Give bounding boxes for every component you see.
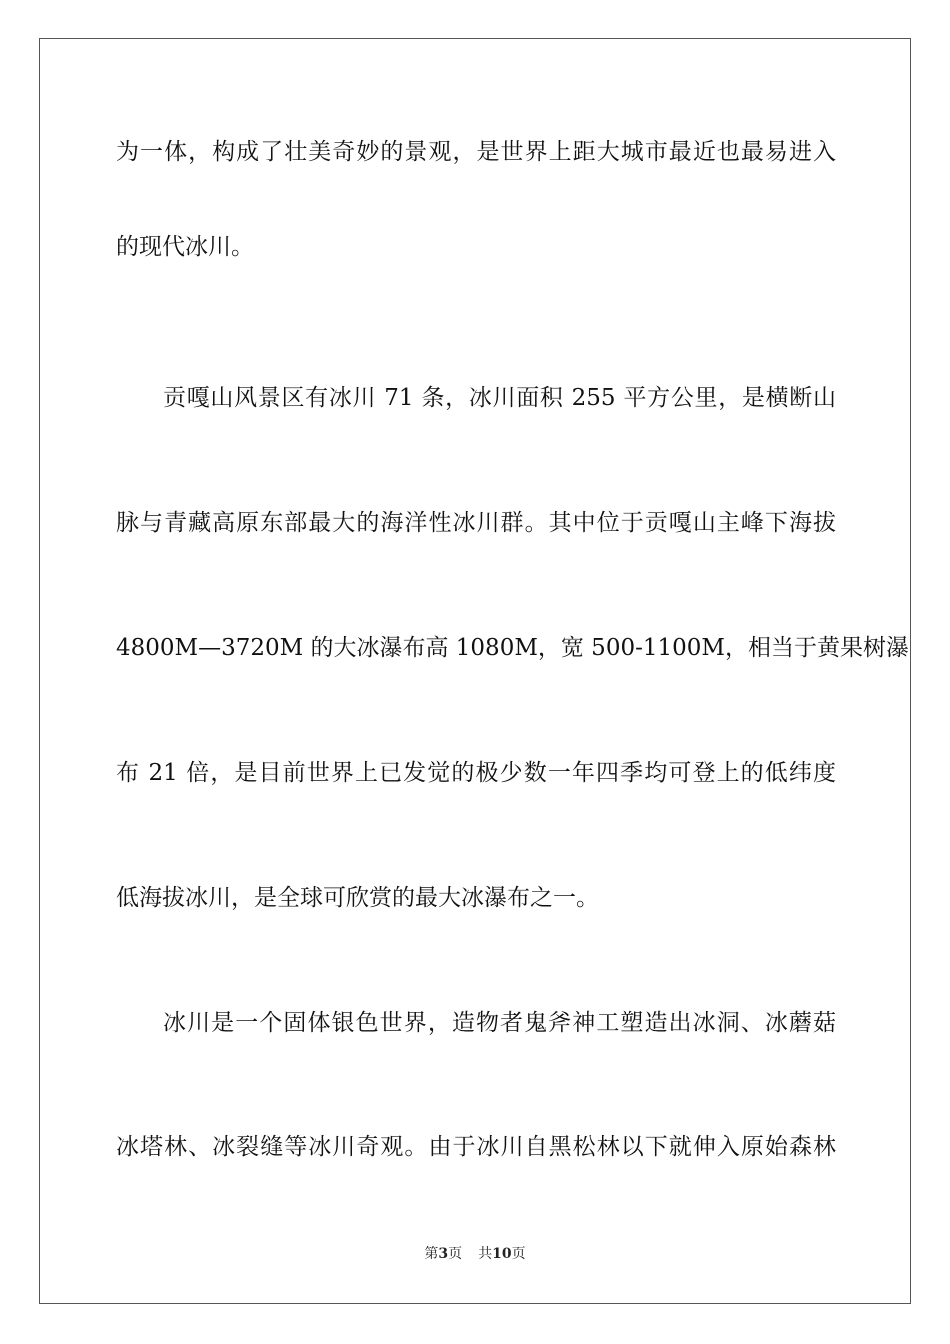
- total-prefix: 共: [478, 1246, 493, 1262]
- total-pages: 10: [492, 1246, 512, 1262]
- page-suffix: 页: [448, 1246, 463, 1262]
- page-prefix: 第: [424, 1246, 439, 1262]
- page-frame: [39, 38, 911, 1304]
- text-line-1: 为一体，构成了壮美奇妙的景观，是世界上距大城市最近也最易进入: [116, 139, 836, 165]
- page-footer: [0, 1245, 950, 1263]
- text-line-7: 低海拔冰川，是全球可欣赏的最大冰瀑布之一。: [116, 885, 599, 911]
- text-line-6: 布 21 倍，是目前世界上已发觉的极少数一年四季均可登上的低纬度: [116, 760, 836, 786]
- text-line-9: 冰塔林、冰裂缝等冰川奇观。由于冰川自黑松林以下就伸入原始森林: [116, 1134, 836, 1160]
- text-line-4: 脉与青藏高原东部最大的海洋性冰川群。其中位于贡嘎山主峰下海拔: [116, 510, 836, 536]
- text-line-2: 的现代冰川。: [116, 234, 254, 260]
- total-suffix: 页: [511, 1246, 526, 1262]
- text-line-5: 4800M—3720M 的大冰瀑布高 1080M，宽 500-1100M，相当于黄果树瀑: [116, 635, 909, 661]
- text-line-3: 贡嘎山风景区有冰川 71 条，冰川面积 255 平方公里，是横断山: [163, 385, 836, 411]
- page-number: 3: [438, 1246, 449, 1262]
- text-line-8: 冰川是一个固体银色世界，造物者鬼斧神工塑造出冰洞、冰蘑菇: [163, 1010, 836, 1036]
